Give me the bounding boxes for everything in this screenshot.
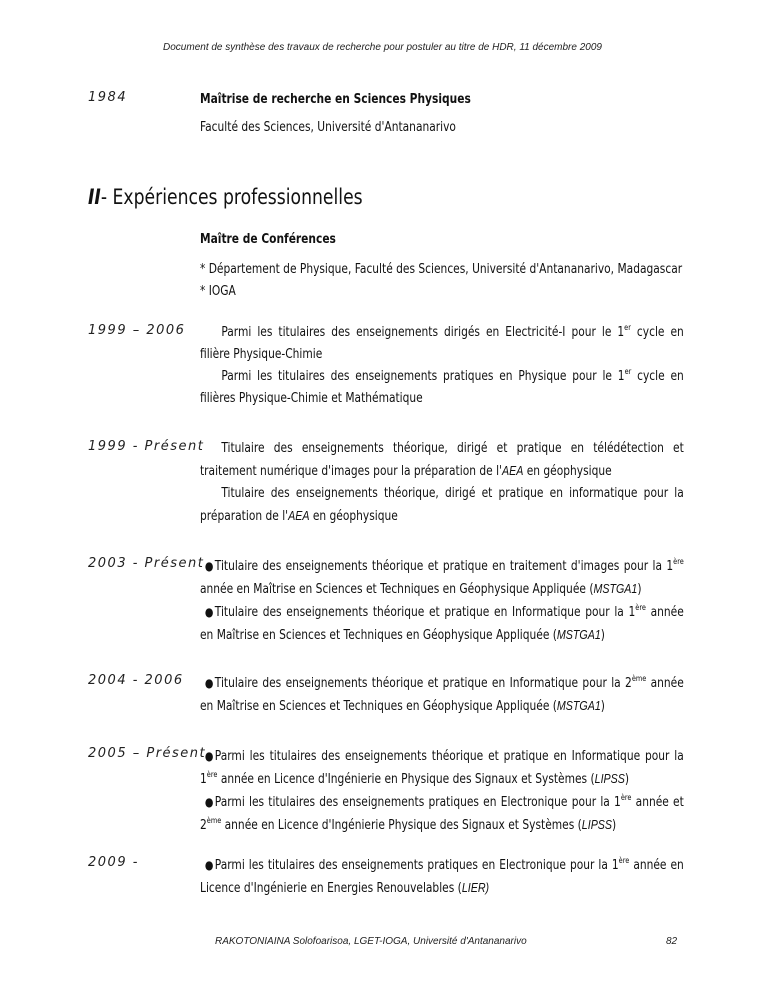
entry-paragraph: Titulaire des enseignements théorique, dirigé et pratique en télédétection et traitement numérique d'images pour la préparation de l'AEA en géophysique <box>200 441 684 479</box>
bullet-item: ●Titulaire des enseignements théorique et pratique en traitement d'images pour la 1ère année en Maîtrise en Sciences et Techniques en Géophysique Appliquée (MSTGA1) <box>200 557 684 597</box>
entry-paragraph: Titulaire des enseignements théorique, dirigé et pratique en informatique pour la préparation de l'AEA en géophysique <box>200 486 684 524</box>
experience-entry <box>200 438 765 528</box>
entry-date: 2004 - 2006 <box>88 673 184 688</box>
affiliation-1: * Département de Physique, Faculté des Sciences, Université d'Antananarivo, Madagascar <box>200 262 683 277</box>
affiliation-2: * IOGA <box>200 284 236 299</box>
bullet-icon: ● <box>204 858 214 872</box>
section-number: II <box>88 185 101 209</box>
bullet-item: ●Parmi les titulaires des enseignements pratiques en Electronique pour la 1ère année et 2ème année en Licence d'Ingénierie Physique des Signaux et Systèmes (LIPSS) <box>200 793 684 833</box>
bullet-item: ●Parmi les titulaires des enseignements théorique et pratique en Informatique pour la 1ère année en Licence d'Ingénierie en Physique des Signaux et Systèmes (LIPSS) <box>200 745 684 791</box>
page-header: Document de synthèse des travaux de recherche pour postuler au titre de HDR, 11 décembre 2009 <box>163 42 602 53</box>
bullet-item: ●Parmi les titulaires des enseignements pratiques en Electronique pour la 1ère année en Licence d'Ingénierie en Energies Renouvelables (LIER) <box>200 856 684 896</box>
experience-entry <box>200 672 765 718</box>
entry-date: 1999 - Présent <box>88 439 205 454</box>
bullet-icon: ● <box>204 795 214 809</box>
degree-title: Maîtrise de recherche en Sciences Physiques <box>200 92 471 107</box>
page-number: 82 <box>666 936 678 947</box>
bullet-icon: ● <box>204 749 214 763</box>
experience-entry <box>200 555 765 647</box>
section-title <box>88 185 363 209</box>
experience-entry <box>200 745 765 837</box>
bullet-icon: ● <box>204 676 214 690</box>
entry-date-1984: 1984 <box>88 90 128 105</box>
entry-paragraph: Parmi les titulaires des enseignements pratiques en Physique pour le 1er cycle en filières Physique-Chimie et Mathématique <box>200 367 684 406</box>
role-block <box>200 229 765 303</box>
role-title: Maître de Conférences <box>200 232 336 247</box>
degree-place: Faculté des Sciences, Université d'Antananarivo <box>200 120 456 135</box>
entry-date: 2003 - Présent <box>88 556 205 571</box>
bullet-icon: ● <box>204 605 214 619</box>
footer-author: RAKOTONIAINA Solofoarisoa, LGET-IOGA, Université d'Antananarivo <box>215 936 527 947</box>
entry-date: 2005 – Présent <box>88 746 207 761</box>
entry-date: 2009 - <box>88 855 139 870</box>
bullet-icon: ● <box>204 559 214 573</box>
entry-1984 <box>200 89 765 139</box>
experience-entry <box>200 854 765 900</box>
bullet-item: ●Titulaire des enseignements théorique et pratique en Informatique pour la 2ème année en Maîtrise en Sciences et Techniques en Géophysique Appliquée (MSTGA1) <box>200 674 684 714</box>
bullet-item: ●Titulaire des enseignements théorique et pratique en Informatique pour la 1ère année en Maîtrise en Sciences et Techniques en Géophysique Appliquée (MSTGA1) <box>200 603 684 643</box>
entry-date: 1999 – 2006 <box>88 323 186 338</box>
experience-entry <box>200 322 765 410</box>
section-heading: - Expériences professionnelles <box>100 185 363 209</box>
entry-paragraph: Parmi les titulaires des enseignements dirigés en Electricité-I pour le 1er cycle en filière Physique-Chimie <box>200 323 684 362</box>
